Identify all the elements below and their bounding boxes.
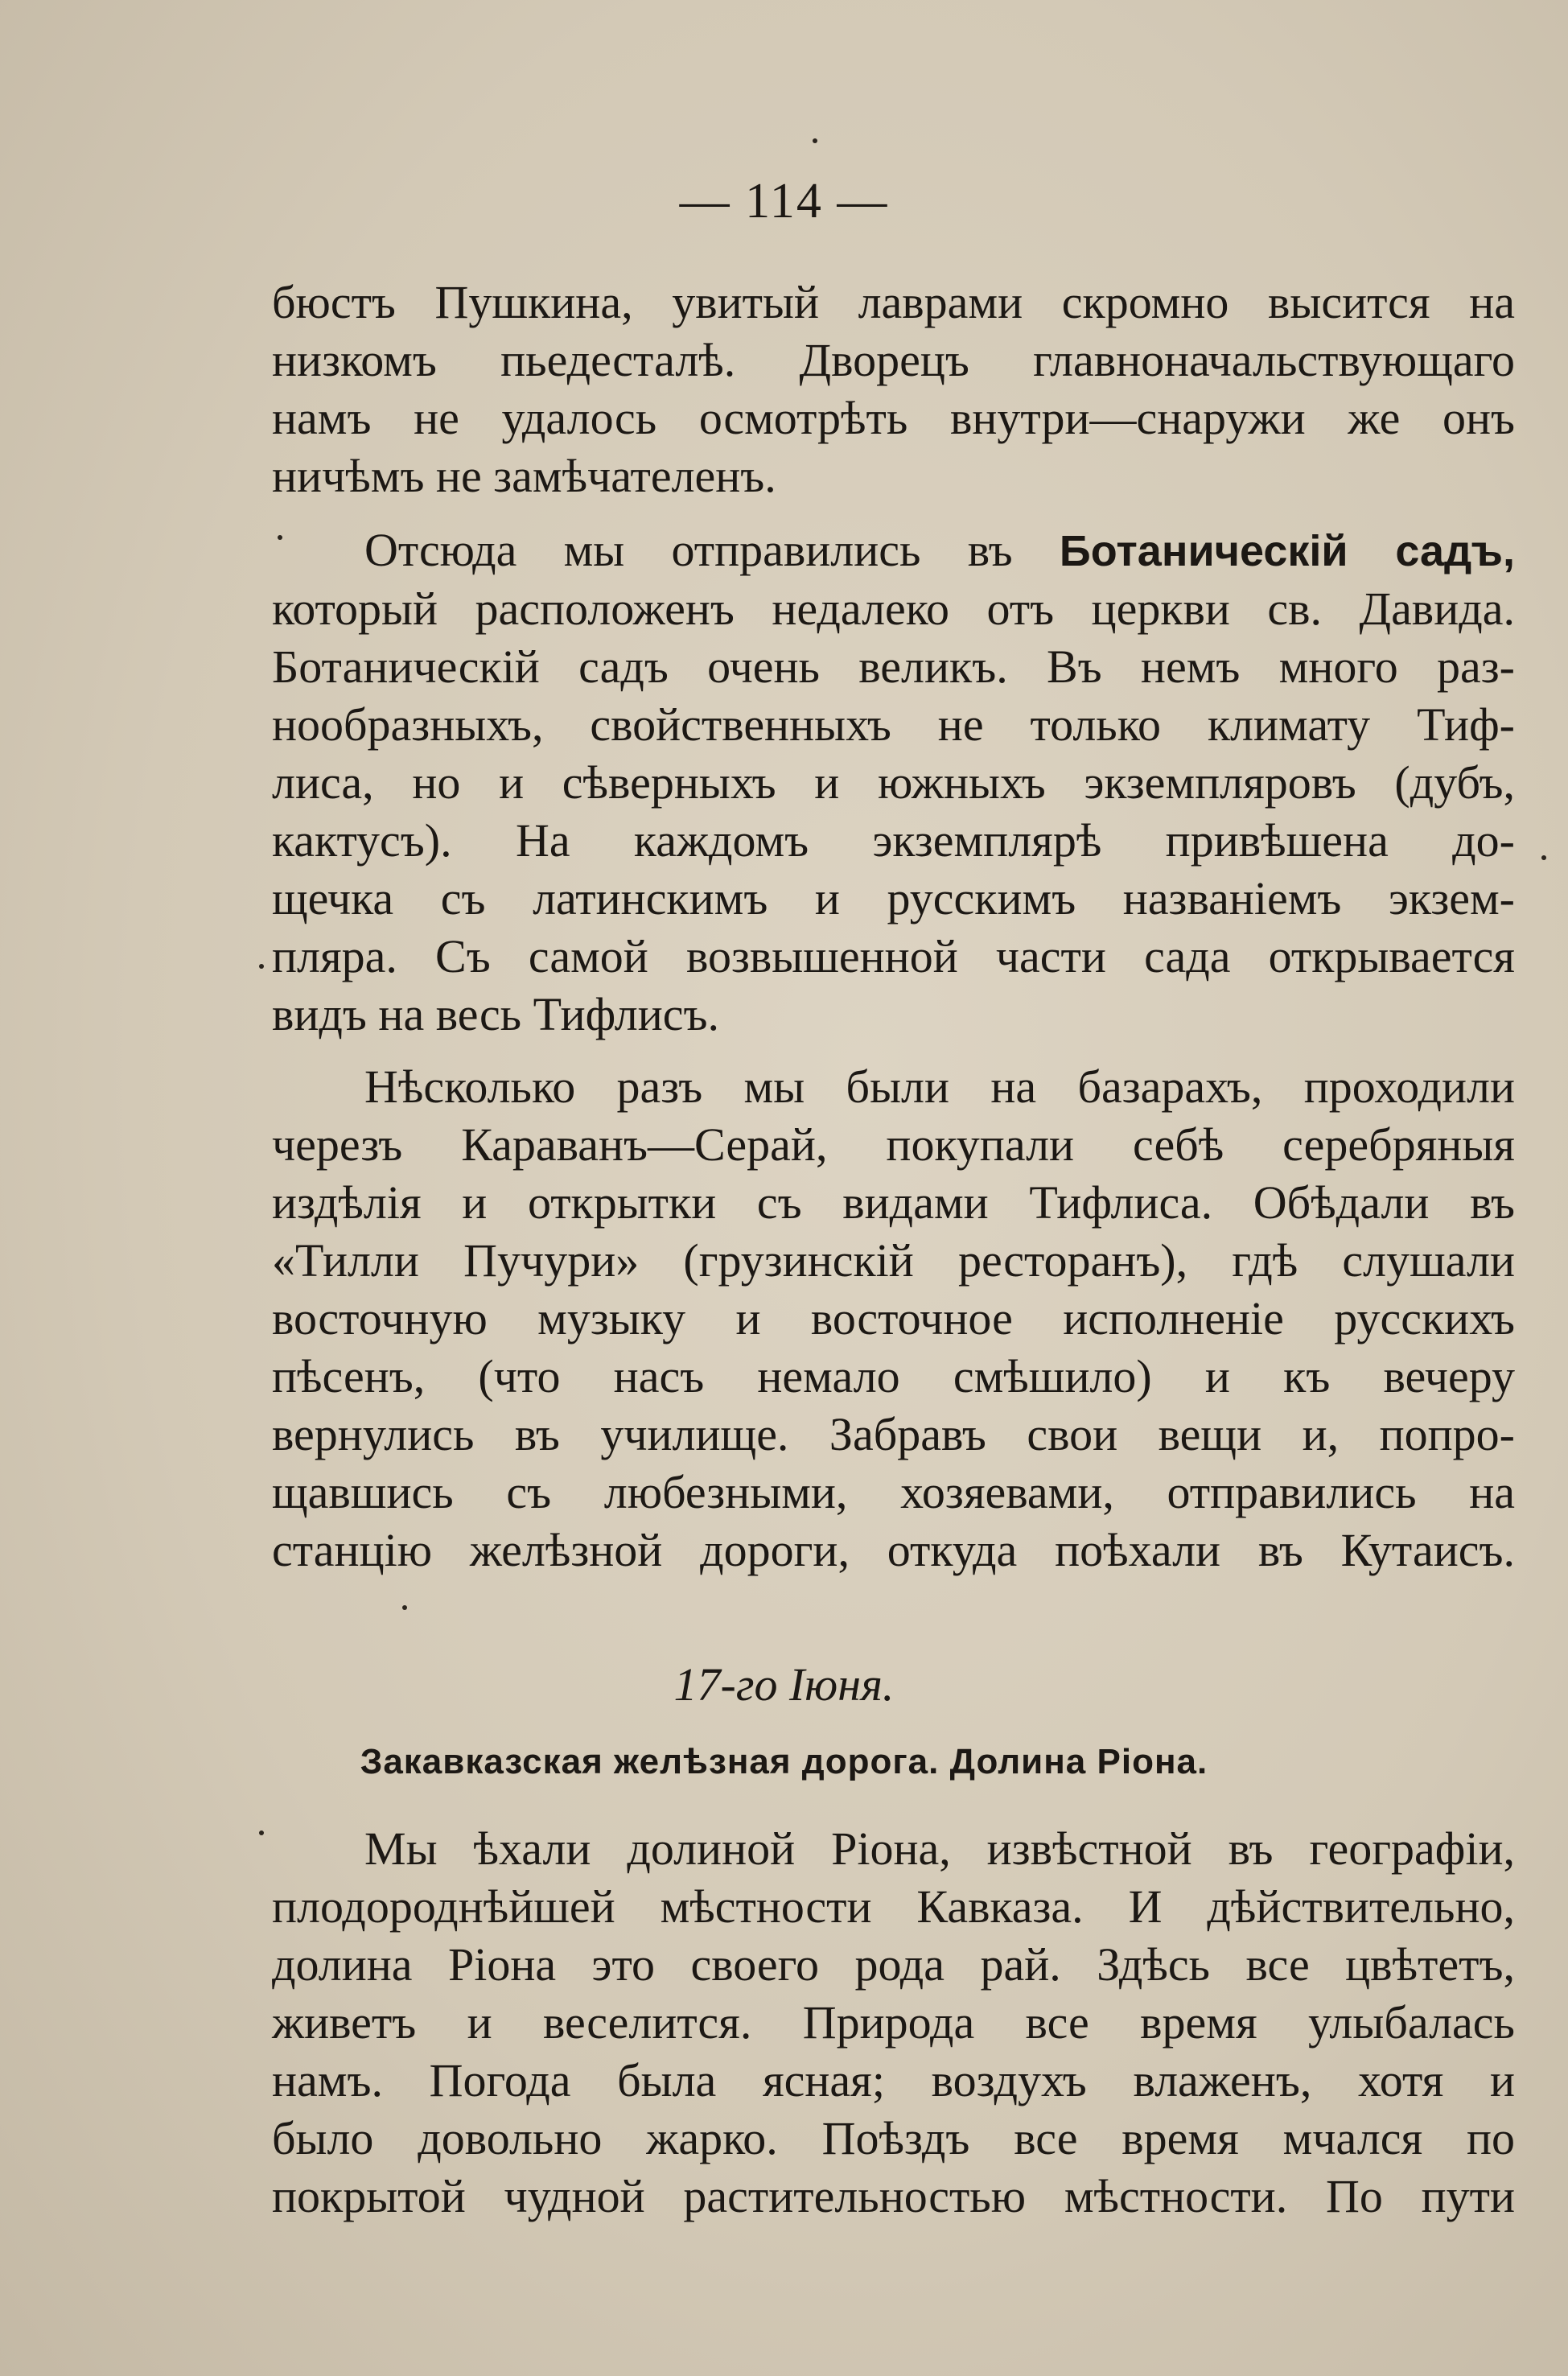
date-heading: 17-го Іюня.	[673, 1658, 895, 1711]
text-line: Мы ѣхали долиной Ріона, извѣстной въ географіи,	[364, 1822, 1515, 1875]
text-line: кактусъ). На каждомъ экземплярѣ привѣшена до-	[272, 814, 1515, 867]
text-line: долина Ріона это своего рода рай. Здѣсь все цвѣтетъ,	[272, 1938, 1515, 1991]
text-line: черезъ Караванъ—Серай, покупали себѣ серебряныя	[272, 1118, 1515, 1171]
text-line: живетъ и веселится. Природа все время улыбалась	[272, 1996, 1515, 2049]
page-number: — 114 —	[679, 174, 889, 229]
text-line-with-bold	[272, 521, 1515, 580]
text-line: станцію желѣзной дороги, откуда поѣхали въ Кутаисъ.	[272, 1524, 1515, 1576]
text-line: который расположенъ недалеко отъ церкви св. Давида.	[272, 583, 1515, 635]
section-heading: Закавказская желѣзная дорога. Долина Ріона.	[360, 1742, 1208, 1781]
text-line: издѣлія и открытки съ видами Тифлиса. Обѣдали въ	[272, 1176, 1515, 1229]
text-line: Ботаническій садъ очень великъ. Въ немъ много раз-	[272, 640, 1515, 693]
print-speck	[259, 964, 264, 969]
text-line: щечка съ латинскимъ и русскимъ названіемъ экзем-	[272, 872, 1515, 924]
text-line: лиса, но и сѣверныхъ и южныхъ экземпляровъ (дубъ,	[272, 756, 1515, 809]
text-line: вернулись въ училище. Забравъ свои вещи и, попро-	[272, 1408, 1515, 1460]
text-line: пляра. Съ самой возвышенной части сада открывается	[272, 930, 1515, 982]
text-line: ничѣмъ не замѣчателенъ.	[272, 450, 776, 502]
text-line: видъ на весь Тифлисъ.	[272, 988, 720, 1040]
paragraph-1	[272, 274, 1515, 505]
text-line: бюстъ Пушкина, увитый лаврами скромно высится на	[272, 276, 1515, 328]
print-speck	[813, 138, 817, 143]
text-line: нообразныхъ, свойственныхъ не только климату Тиф-	[272, 698, 1515, 751]
print-speck	[259, 1830, 264, 1835]
paragraph-3	[272, 1058, 1515, 1579]
text-line: плодороднѣйшей мѣстности Кавказа. И дѣйствительно,	[272, 1880, 1515, 1933]
text-line: намъ не удалось осмотрѣть внутри—снаружи же онъ	[272, 392, 1515, 444]
text-line: было довольно жарко. Поѣздъ все время мчался по	[272, 2112, 1515, 2164]
text-line: щавшись съ любезными, хозяевами, отправились на	[272, 1466, 1515, 1518]
text-line: восточную музыку и восточное исполненіе русскихъ	[272, 1292, 1515, 1344]
text-line: «Тилли Пучури» (грузинскій ресторанъ), гдѣ слушали	[272, 1234, 1515, 1287]
text-line: покрытой чудной растительностью мѣстности. По пути	[272, 2170, 1515, 2222]
text-line: пѣсенъ, (что насъ немало смѣшило) и къ вечеру	[272, 1350, 1515, 1402]
text-line: намъ. Погода была ясная; воздухъ влаженъ, хотя и	[272, 2054, 1515, 2106]
paragraph-4	[272, 1820, 1515, 2226]
print-speck	[278, 535, 282, 540]
botanical-garden-bold: Ботаническій садъ,	[1059, 527, 1515, 575]
text-line: Нѣсколько разъ мы были на базарахъ, проходили	[364, 1060, 1515, 1113]
paragraph-2	[272, 521, 1515, 1044]
text-line: низкомъ пьедесталѣ. Дворецъ главноначальствующаго	[272, 334, 1515, 386]
print-speck	[402, 1605, 407, 1610]
print-speck	[1541, 855, 1546, 860]
paragraph-2-opening: Отсюда мы отправились въ	[364, 524, 1013, 576]
